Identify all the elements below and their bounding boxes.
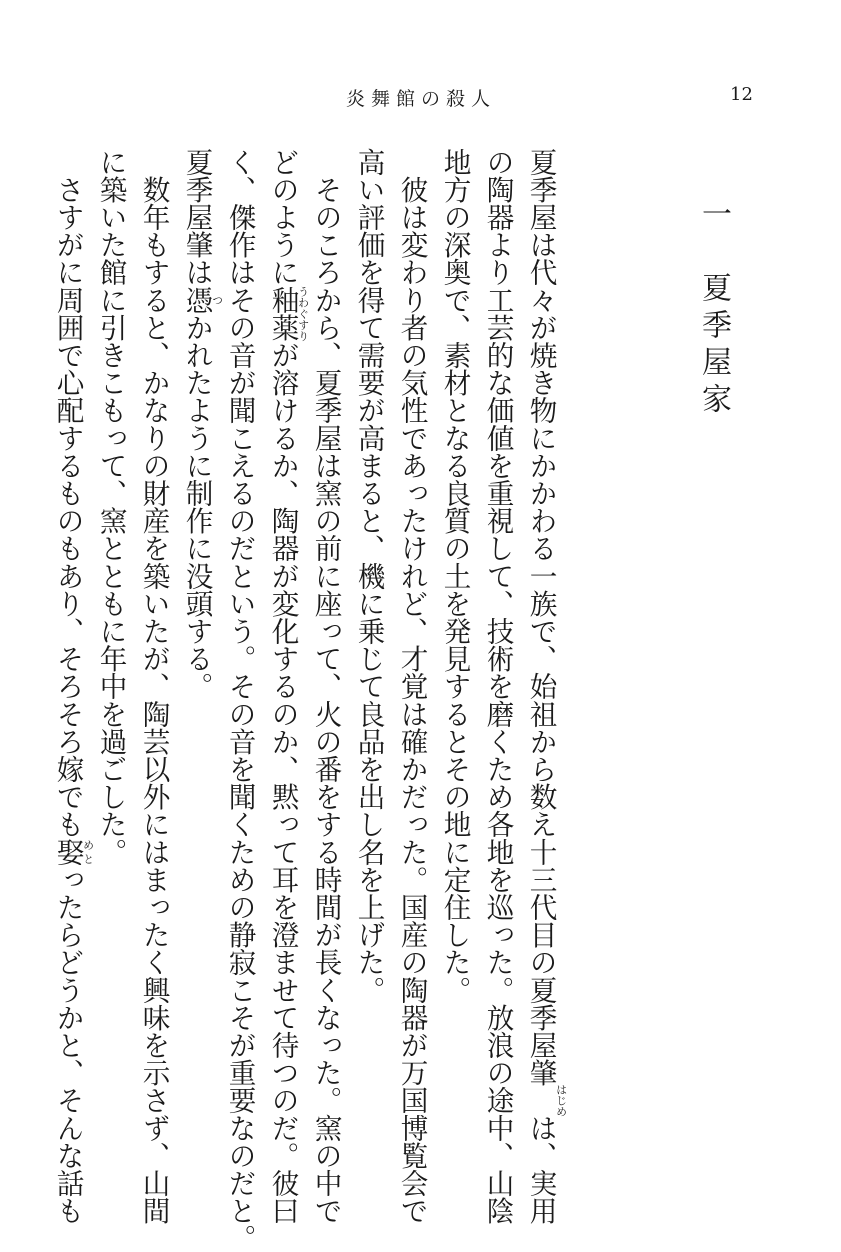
text-line-7-post: が溶けるか、陶器が変化するのか、黙って耳を澄ませて待つのだ。彼曰 (266, 341, 300, 1225)
text-line-12-pre: さすがに周囲で心配するものもあり、そろそろ嫁でも (51, 148, 85, 838)
text-line-7 (266, 148, 310, 1225)
text-line-3: 地方の深奥で、素材となる良質の土を発見するとその地に定住した。 (438, 148, 472, 1004)
ruby-hajime: はじめ (554, 1083, 568, 1117)
text-line-11: に築いた館に引きこもって、窯とともに年中を過ごした。 (94, 148, 128, 866)
text-line-5: 高い評価を得て需要が高まると、機に乗じて良品を出し名を上げた。 (352, 148, 386, 1004)
ruby-uwagusuri: 釉薬うわぐすり (266, 286, 310, 342)
text-line-2: の陶器より工芸的な価値を重視して、技術を磨くため各地を巡った。放浪の途中、山陰 (481, 148, 515, 1225)
text-line-10: 数年もすると、かなりの財産を築いたが、陶芸以外にはまったく興味を示さず、山間 (137, 148, 171, 1225)
text-line-9 (180, 148, 224, 701)
text-line-1-post: は、実用 (524, 1114, 558, 1225)
chapter-title: 一 夏季屋家 (696, 198, 731, 420)
text-line-4: 彼は変わり者の気性であったけれど、才覚は確かだった。国産の陶器が万国博覧会で (395, 148, 429, 1225)
text-line-1 (524, 148, 568, 1225)
text-line-9-post: かれたように制作に没頭する。 (180, 313, 214, 701)
running-head: 炎舞館の殺人 (346, 88, 497, 110)
page-number: 12 (730, 84, 753, 105)
text-line-6: そのころから、夏季屋は窯の前に座って、火の番をする時間が長くなった。窯の中で (309, 148, 343, 1225)
text-line-9-pre: 夏季屋肇は (180, 148, 214, 286)
ruby-tsu: 憑つ (180, 286, 224, 314)
text-line-7-pre: どのように (266, 148, 300, 286)
text-line-12-post: ったらどうかと、そんな話も (51, 865, 85, 1225)
text-line-1-pre: 夏季屋は代々が焼き物にかかわる一族で、始祖から数え十三代目の夏季屋肇 (524, 148, 558, 1087)
ruby-meto: 娶めと (51, 838, 95, 866)
text-line-12 (51, 148, 95, 1225)
text-line-8: く、傑作はその音が聞こえるのだという。その音を聞くための静寂こそが重要なのだと。 (223, 148, 257, 1252)
